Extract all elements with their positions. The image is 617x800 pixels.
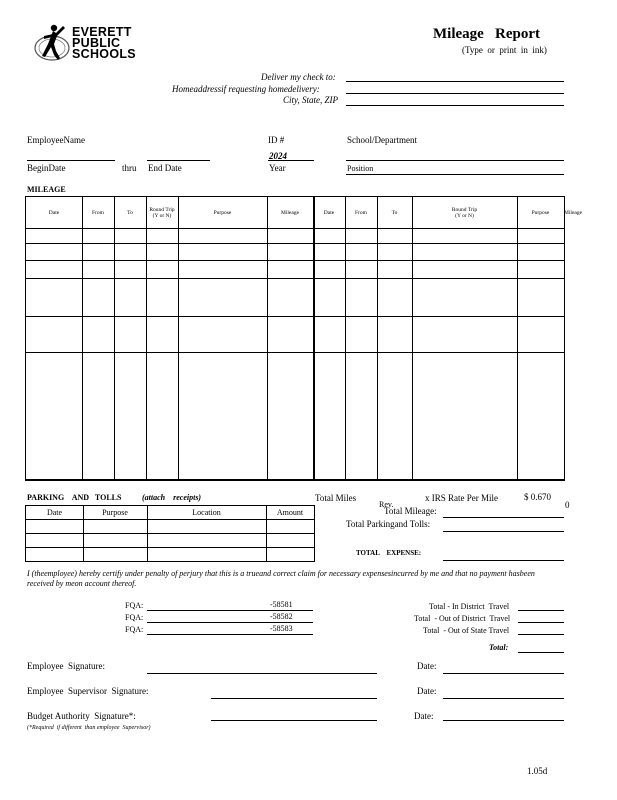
table-row[interactable] xyxy=(26,243,564,260)
page-subtitle: (Type or print in ink) xyxy=(462,45,547,55)
table-row[interactable] xyxy=(26,228,564,243)
mileage-col-header: Purpose xyxy=(213,209,232,216)
end-date-field[interactable] xyxy=(147,160,210,161)
page-title: Mileage Report xyxy=(433,26,541,42)
begin-date-label: BeginDate xyxy=(27,163,66,173)
supervisor-date-label: Date: xyxy=(417,686,437,696)
table-row[interactable] xyxy=(26,260,564,278)
logo xyxy=(32,22,142,66)
home-address-field[interactable] xyxy=(346,93,564,94)
table-row[interactable] xyxy=(26,533,314,547)
out-of-district-travel-field[interactable] xyxy=(518,622,564,623)
mileage-col-header: To xyxy=(127,209,133,216)
total-label: Total: xyxy=(489,643,509,652)
mileage-col-header: Mileage xyxy=(564,209,583,216)
home-address-label: Homeaddressif requesting homedelivery: xyxy=(172,84,320,94)
out-of-district-travel-label: Total - Out of District Travel xyxy=(414,614,511,623)
logo-line-2: PUBLIC xyxy=(72,36,121,50)
total-mileage-label: Total Mileage: xyxy=(384,506,437,516)
parking-col-header: Location xyxy=(192,508,221,517)
fqa-label-3: FQA: xyxy=(125,625,144,634)
version-label: 1.05d xyxy=(527,766,548,776)
mileage-col-header: Round Trip (Y or N) xyxy=(451,206,478,219)
mileage-col-header: From xyxy=(355,209,367,216)
mileage-col-header: Purpose xyxy=(531,209,550,216)
parking-col-header: Date xyxy=(46,508,63,517)
budget-signature-label: Budget Authority Signature*: xyxy=(27,711,136,721)
out-of-state-travel-label: Total - Out of State Travel xyxy=(423,626,510,635)
employee-date-field[interactable] xyxy=(443,673,564,674)
table-row[interactable] xyxy=(26,278,564,316)
supervisor-signature-label: Employee Supervisor Signature: xyxy=(27,686,149,696)
mileage-col-header: Mileage xyxy=(280,209,300,216)
out-of-state-travel-field[interactable] xyxy=(518,634,564,635)
mileage-col-header: From xyxy=(92,209,104,216)
total-field[interactable] xyxy=(518,652,564,653)
total-mileage-field[interactable] xyxy=(443,517,564,518)
total-parking-label: Total Parkingand Tolls: xyxy=(346,519,431,529)
year-label: Year xyxy=(269,163,286,173)
id-label: ID # xyxy=(268,135,285,145)
fqa-field-3[interactable] xyxy=(147,634,313,635)
end-date-label: End Date xyxy=(148,163,182,173)
school-department-label: School/Department xyxy=(347,135,417,145)
attach-receipts-label: (attach receipts) xyxy=(142,493,202,502)
mileage-row-divider xyxy=(26,479,564,480)
thru-label: thru xyxy=(122,163,137,173)
mileage-col-header: To xyxy=(391,209,398,216)
employee-signature-label: Employee Signature: xyxy=(27,661,105,671)
position-field[interactable] xyxy=(346,174,564,175)
delivery-label: Deliver my check to: xyxy=(261,72,336,82)
school-department-field[interactable] xyxy=(346,160,564,161)
parking-col-header: Amount xyxy=(276,508,304,517)
employee-name-label: EmployeeName xyxy=(27,135,85,145)
certification-text: I (theemployee) hereby certify under penalty of perjury that this is a trueand correct claim for necessary expensesincurred by me and that no payment hasbeen received by meon account thereof. xyxy=(27,569,535,588)
total-parking-field[interactable] xyxy=(443,531,564,532)
budget-date-label: Date: xyxy=(414,711,434,721)
year-field[interactable] xyxy=(268,160,314,161)
mileage-section-label: MILEAGE xyxy=(27,185,66,194)
irs-rate-value: $ 0.670 xyxy=(524,492,551,502)
total-miles-label: Total Miles xyxy=(315,493,357,503)
parking-section-label: PARKING AND TOLLS xyxy=(27,493,122,502)
total-expense-label: TOTAL EXPENSE: xyxy=(356,549,422,557)
fqa-code-1: -58581 xyxy=(270,600,293,609)
deliver-to-field[interactable] xyxy=(346,81,564,82)
budget-signature-field[interactable] xyxy=(211,720,377,721)
supervisor-signature-field[interactable] xyxy=(211,698,377,699)
footnote: (*Required if different than employee Supervisor) xyxy=(27,725,151,731)
employee-name-field[interactable] xyxy=(27,160,115,161)
position-label: Position xyxy=(347,164,374,173)
table-row[interactable] xyxy=(26,547,314,561)
budget-date-field[interactable] xyxy=(443,720,564,721)
parking-col-header: Purpose xyxy=(102,508,128,517)
table-row[interactable] xyxy=(26,519,314,533)
fqa-label-1: FQA: xyxy=(125,601,144,610)
logo-line-3: SCHOOLS xyxy=(72,47,136,61)
logo-text xyxy=(72,27,136,60)
logo-figure-icon xyxy=(32,22,74,66)
city-state-zip-field[interactable] xyxy=(346,105,564,106)
irs-rate-label: x IRS Rate Per Mile xyxy=(425,493,498,503)
city-state-zip-label: City, State, ZIP xyxy=(283,95,338,105)
employee-signature-field[interactable] xyxy=(147,673,377,674)
mileage-table xyxy=(25,196,583,481)
in-district-travel-field[interactable] xyxy=(518,610,564,611)
table-row[interactable] xyxy=(26,352,564,479)
total-expense-field[interactable] xyxy=(443,560,564,561)
mileage-col-header: Date xyxy=(48,209,60,216)
logo-line-1: EVERETT xyxy=(72,25,132,39)
parking-table xyxy=(25,505,315,562)
mileage-col-header: Round Trip (Y or N) xyxy=(149,206,175,219)
fqa-field-2[interactable] xyxy=(147,622,313,623)
fqa-code-3: -58583 xyxy=(270,624,293,633)
employee-date-label: Date: xyxy=(417,661,437,671)
supervisor-date-field[interactable] xyxy=(443,698,564,699)
fqa-field-1[interactable] xyxy=(147,610,313,611)
rev-label: Rev. xyxy=(379,500,394,509)
year-value: 2024 xyxy=(269,151,287,161)
fqa-code-2: -58582 xyxy=(270,612,293,621)
zero-value: 0 xyxy=(565,500,570,510)
table-row[interactable] xyxy=(26,316,564,352)
fqa-label-2: FQA: xyxy=(125,613,144,622)
mileage-col-header: Date xyxy=(323,209,335,216)
in-district-travel-label: Total - In District Travel xyxy=(429,602,510,611)
